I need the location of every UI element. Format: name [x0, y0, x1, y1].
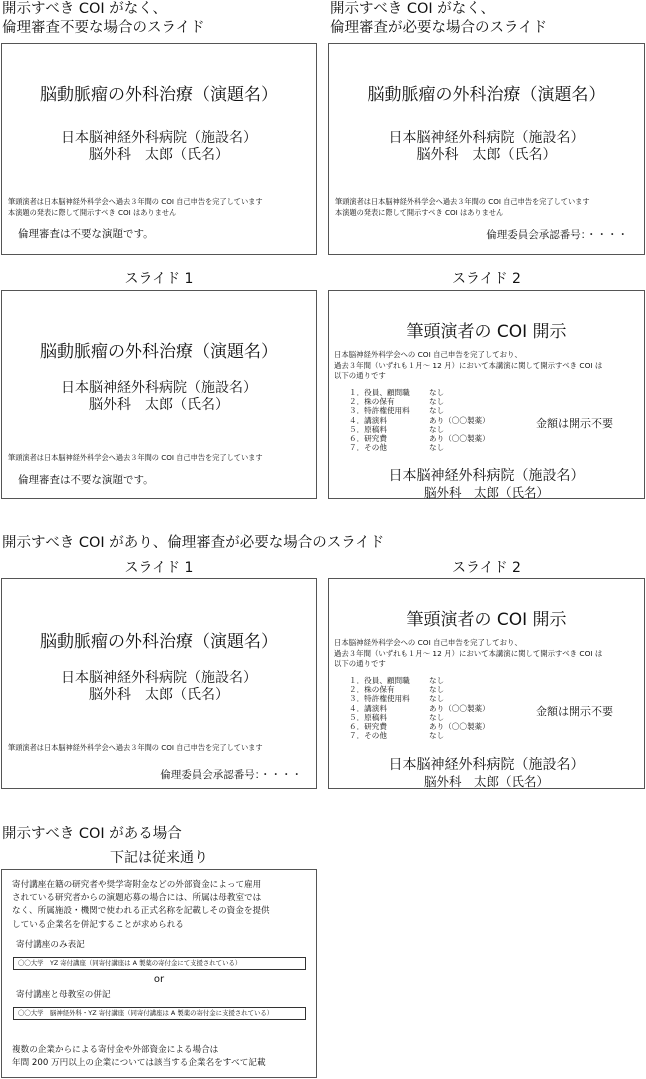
- coi-slide-title: 筆頭演者の COI 開示: [406, 610, 567, 630]
- coi-item-label: ３．特許権使用料: [349, 406, 410, 416]
- coi-item-value: なし: [429, 406, 445, 416]
- intro-line: 過去３年間（いずれも１月～ 12 月）において本講演に関して開示すべき COI は: [334, 648, 603, 658]
- section-subheading: 下記は従来通り: [110, 850, 208, 866]
- coi-item-value: あり（〇〇製薬）: [429, 722, 490, 732]
- slide-institution: 日本脳神経外科病院（施設名）: [61, 130, 257, 146]
- slide-institution: 日本脳神経外科病院（施設名）: [388, 130, 585, 146]
- coi-item-row: [349, 704, 490, 713]
- coi-item-value: なし: [429, 388, 445, 397]
- coi-item-value: なし: [429, 685, 445, 695]
- coi-item-row: [349, 443, 490, 452]
- caption-slide-1: スライド 1: [124, 271, 194, 287]
- slide-author: 脳外科 太郎（氏名）: [423, 485, 549, 500]
- coi-items-list: [349, 676, 490, 740]
- coi-items-list: [349, 388, 490, 452]
- slide-author: 脳外科 太郎（氏名）: [89, 397, 229, 413]
- slide-1-ethics: [1, 578, 317, 789]
- coi-item-value: あり（〇〇製薬）: [429, 434, 490, 444]
- section-heading-no-coi-ethics: [330, 0, 547, 38]
- slide-title: 脳動脈瘤の外科治療（演題名）: [367, 85, 606, 105]
- intro-line: 以下の通りです: [334, 659, 386, 668]
- coi-item-value: あり（〇〇製薬）: [429, 415, 490, 425]
- coi-item-row: [349, 388, 490, 397]
- example-box-endowed-combined: 〇〇大学 脳神経外科・YZ 寄付講座（同寄付講座は A 製薬の寄付金に支援されている）: [13, 1007, 306, 1020]
- example-box-endowed-only: 〇〇大学 YZ 寄付講座（同寄付講座は A 製薬の寄付金にて支援されている）: [13, 957, 306, 970]
- panel-line: 複数の企業からによる寄付金や外部資金による場合は: [12, 1045, 219, 1055]
- slide-author: 脳外科 太郎（氏名）: [89, 147, 229, 163]
- panel-footer: [12, 1044, 266, 1070]
- coi-item-value: なし: [429, 731, 445, 741]
- coi-item-label: ５．原稿料: [349, 712, 387, 722]
- panel-line: 寄付講座在籍の研究者や奨学寄附金などの外部資金によって雇用: [12, 880, 262, 890]
- slide-coi-statement: 筆頭演者は日本脳神経外科学会へ過去３年間の COI 自己申告を完了しています: [8, 453, 263, 462]
- coi-item-row: [349, 722, 490, 731]
- section-heading-no-coi-no-ethics: [2, 0, 205, 38]
- slide-coi-statement: [335, 196, 590, 218]
- slide-institution: 日本脳神経外科病院（施設名）: [61, 670, 257, 686]
- coi-slide-title: 筆頭演者の COI 開示: [406, 322, 567, 342]
- coi-item-label: ２．株の保有: [349, 685, 395, 695]
- coi-item-label: ７．その他: [349, 731, 387, 741]
- slide-coi-statement: 筆頭演者は日本脳神経外科学会へ過去３年間の COI 自己申告を完了しています: [8, 743, 263, 752]
- coi-item-label: ３．特許権使用料: [349, 694, 410, 704]
- slide-no-coi-ethics: [328, 43, 645, 255]
- amount-note: 金額は開示不要: [536, 705, 613, 718]
- caption-slide-2: スライド 2: [452, 271, 521, 287]
- slide-institution: 日本脳神経外科病院（施設名）: [61, 380, 257, 396]
- heading-line: 倫理審査が必要な場合のスライド: [330, 20, 548, 36]
- coi-item-label: ７．その他: [349, 443, 387, 453]
- slide-institution: 日本脳神経外科病院（施設名）: [388, 757, 585, 773]
- coi-line: 本演題の発表に際して開示すべき COI はありません: [335, 208, 504, 217]
- coi-item-value: なし: [429, 397, 445, 407]
- ethics-note: 倫理審査は不要な演題です。: [18, 474, 154, 486]
- coi-item-label: １．役員、顧問職: [349, 388, 410, 397]
- ethics-approval-number: 倫理委員会承認番号：・・・・: [486, 229, 628, 241]
- intro-line: 過去３年間（いずれも１月～ 12 月）において本講演に関して開示すべき COI は: [334, 360, 603, 370]
- coi-item-value: なし: [429, 676, 445, 685]
- ethics-approval-number: 倫理委員会承認番号：・・・・: [160, 769, 302, 781]
- coi-item-row: [349, 731, 490, 740]
- panel-line: している企業名を併記することが求められる: [12, 919, 184, 930]
- coi-line: 筆頭演者は日本脳神経外科学会へ過去３年間の COI 自己申告を完了しています: [335, 197, 590, 206]
- coi-item-value: なし: [429, 712, 445, 722]
- slide-coi-statement: [8, 196, 263, 218]
- slide-author: 脳外科 太郎（氏名）: [423, 774, 549, 789]
- coi-item-label: ４．講演料: [349, 415, 387, 425]
- ethics-note: 倫理審査は不要な演題です。: [18, 228, 154, 240]
- coi-item-label: ４．講演料: [349, 703, 387, 713]
- coi-item-value: なし: [429, 424, 445, 434]
- intro-line: 日本脳神経外科学会への COI 自己申告を完了しており、: [334, 638, 522, 647]
- panel-description: [12, 879, 270, 932]
- slide-institution: 日本脳神経外科病院（施設名）: [388, 468, 585, 484]
- coi-item-value: なし: [429, 694, 445, 704]
- heading-line: 開示すべき COI がなく、: [2, 1, 167, 17]
- coi-line: 筆頭演者は日本脳神経外科学会へ過去３年間の COI 自己申告を完了しています: [8, 197, 263, 206]
- slide-no-coi-no-ethics: [1, 43, 317, 255]
- coi-item-value: あり（〇〇製薬）: [429, 703, 490, 713]
- slide-title: 脳動脈瘤の外科治療（演題名）: [40, 85, 278, 105]
- intro-line: 日本脳神経外科学会への COI 自己申告を完了しており、: [334, 350, 522, 359]
- slide-author: 脳外科 太郎（氏名）: [89, 687, 229, 703]
- coi-item-label: ２．株の保有: [349, 397, 395, 407]
- slide-author: 脳外科 太郎（氏名）: [416, 147, 557, 163]
- slide-title: 脳動脈瘤の外科治療（演題名）: [40, 632, 278, 652]
- slide-title: 脳動脈瘤の外科治療（演題名）: [40, 342, 278, 362]
- coi-item-row: [349, 676, 490, 685]
- coi-item-label: ６．研究費: [349, 434, 387, 444]
- slide-2-coi-disclosure: [328, 578, 645, 789]
- label-endowed-only: 寄付講座のみ表記: [16, 940, 85, 950]
- coi-item-label: ５．原稿料: [349, 424, 387, 434]
- section-heading-coi-ethics: 開示すべき COI があり、倫理審査が必要な場合のスライド: [2, 535, 385, 551]
- coi-item-row: [349, 694, 490, 703]
- heading-line: 倫理審査不要な場合のスライド: [2, 20, 205, 36]
- intro-line: 以下の通りです: [334, 371, 386, 380]
- coi-item-row: [349, 434, 490, 443]
- slide-2-coi-disclosure: [328, 290, 645, 499]
- amount-note: 金額は開示不要: [536, 417, 613, 430]
- coi-intro: [334, 350, 602, 382]
- coi-intro: [334, 638, 602, 670]
- or-separator: or: [153, 974, 165, 985]
- external-funding-panel: [1, 869, 317, 1078]
- coi-item-row: [349, 406, 490, 415]
- label-endowed-combined: 寄付講座と母教室の併記: [16, 990, 111, 1000]
- coi-item-row: [349, 425, 490, 434]
- coi-item-value: なし: [429, 443, 445, 453]
- section-heading-coi-present: 開示すべき COI がある場合: [2, 826, 182, 842]
- panel-line: なく、所属施設・機関で使われる正式名称を記載しその資金を提供: [12, 906, 270, 917]
- coi-item-label: １．役員、顧問職: [349, 676, 410, 685]
- caption-slide-1: スライド 1: [124, 560, 194, 576]
- panel-line: されている研究者からの演題応募の場合には、所属は母教室では: [12, 893, 262, 904]
- coi-item-row: [349, 416, 490, 425]
- coi-item-label: ６．研究費: [349, 722, 387, 732]
- coi-item-row: [349, 713, 490, 722]
- slide-1-no-ethics: [1, 290, 317, 499]
- panel-line: 年間 200 万円以上の企業については該当する企業名をすべて記載: [12, 1058, 266, 1069]
- heading-line: 開示すべき COI がなく、: [330, 1, 495, 17]
- caption-slide-2: スライド 2: [452, 560, 521, 576]
- coi-line: 本演題の発表に際して開示すべき COI はありません: [8, 208, 177, 217]
